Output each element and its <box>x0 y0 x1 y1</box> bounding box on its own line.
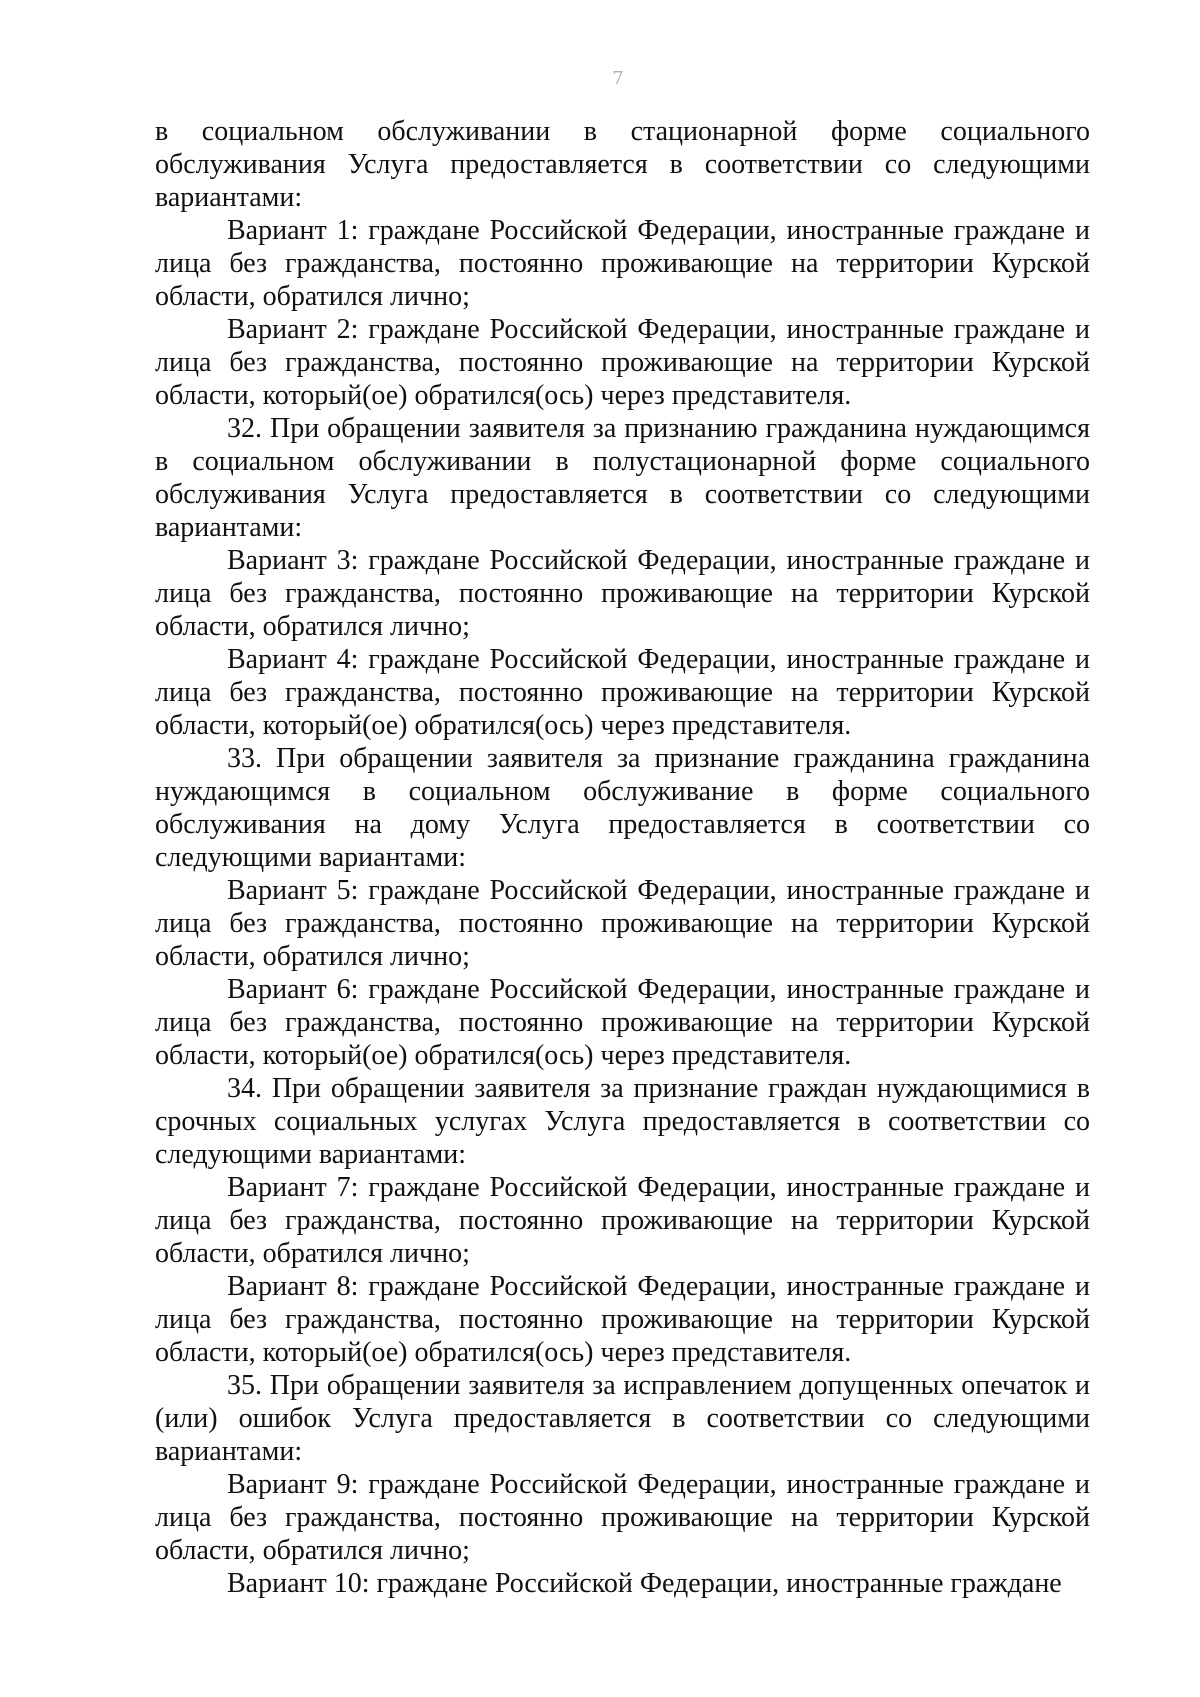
paragraph-clause-35: 35. При обращении заявителя за исправлением допущенных опечаток и (или) ошибок Услуга предоставляется в соответствии со следующими вариантами: <box>155 1370 1090 1467</box>
paragraph-variant-2: Вариант 2: граждане Российской Федерации, иностранные граждане и лица без гражданства, постоянно проживающие на территории Курской области, который(ое) обратился(ось) через представителя. <box>155 314 1090 411</box>
paragraph-variant-10: Вариант 10: граждане Российской Федерации, иностранные граждане <box>227 1568 1062 1599</box>
paragraph-variant-3: Вариант 3: граждане Российской Федерации, иностранные граждане и лица без гражданства, постоянно проживающие на территории Курской области, обратился лично; <box>155 545 1090 642</box>
paragraph-continuation: в социальном обслуживании в стационарной форме социального обслуживания Услуга предоставляется в соответствии со следующими вариантами: <box>155 116 1090 213</box>
paragraph-variant-8: Вариант 8: граждане Российской Федерации, иностранные граждане и лица без гражданства, постоянно проживающие на территории Курской области, который(ое) обратился(ось) через представителя. <box>155 1271 1090 1368</box>
document-body <box>155 115 1090 1600</box>
paragraph-variant-1: Вариант 1: граждане Российской Федерации, иностранные граждане и лица без гражданства, постоянно проживающие на территории Курской области, обратился лично; <box>155 215 1090 312</box>
paragraph-variant-6: Вариант 6: граждане Российской Федерации, иностранные граждане и лица без гражданства, постоянно проживающие на территории Курской области, который(ое) обратился(ось) через представителя. <box>155 974 1090 1071</box>
paragraph-variant-9: Вариант 9: граждане Российской Федерации, иностранные граждане и лица без гражданства, постоянно проживающие на территории Курской области, обратился лично; <box>155 1469 1090 1566</box>
paragraph-clause-34: 34. При обращении заявителя за признание граждан нуждающимися в срочных социальных услугах Услуга предоставляется в соответствии со следующими вариантами: <box>155 1073 1090 1170</box>
paragraph-variant-5: Вариант 5: граждане Российской Федерации, иностранные граждане и лица без гражданства, постоянно проживающие на территории Курской области, обратился лично; <box>155 875 1090 972</box>
page-number: 7 <box>612 68 624 89</box>
paragraph-variant-7: Вариант 7: граждане Российской Федерации, иностранные граждане и лица без гражданства, постоянно проживающие на территории Курской области, обратился лично; <box>155 1172 1090 1269</box>
paragraph-clause-32: 32. При обращении заявителя за признанию гражданина нуждающимся в социальном обслуживании в полустационарной форме социального обслуживания Услуга предоставляется в соответствии со следующими вариантами: <box>155 413 1090 543</box>
paragraph-clause-33: 33. При обращении заявителя за признание гражданина гражданина нуждающимся в социальном обслуживание в форме социального обслуживания на дому Услуга предоставляется в соответствии со следующими вариантами: <box>155 743 1090 873</box>
paragraph-variant-4: Вариант 4: граждане Российской Федерации, иностранные граждане и лица без гражданства, постоянно проживающие на территории Курской области, который(ое) обратился(ось) через представителя. <box>155 644 1090 741</box>
